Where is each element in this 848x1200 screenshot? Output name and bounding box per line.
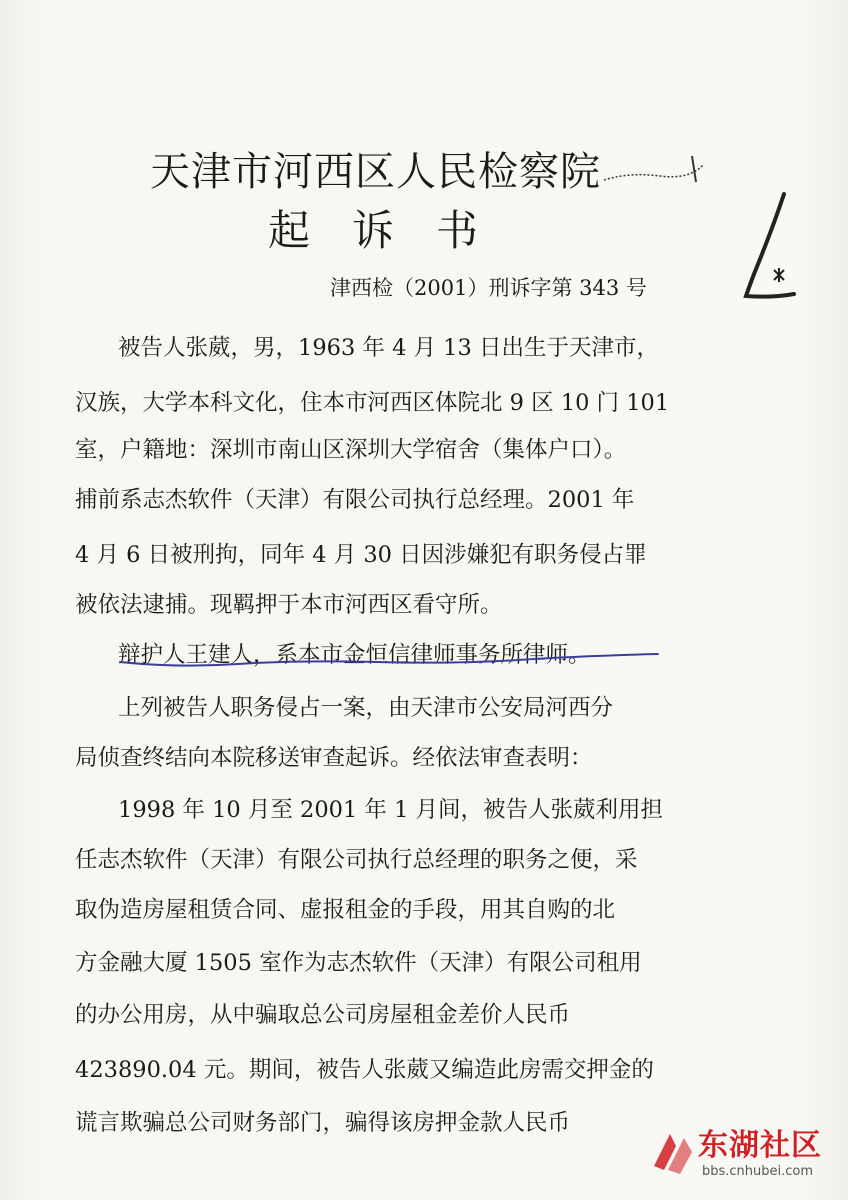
pen-scribble-mark — [600, 150, 710, 194]
body-line: 任志杰软件（天津）有限公司执行总经理的职务之便，采 — [75, 847, 638, 873]
body-line: 方金融大厦 1505 室作为志杰软件（天津）有限公司租用 — [75, 950, 642, 976]
document-title-char: 诉 — [352, 206, 395, 255]
procuratorate-title: 天津市河西区人民检察院 — [150, 149, 601, 195]
document-number: 津西检（2001）刑诉字第 343 号 — [330, 276, 647, 300]
document-title-char: 书 — [436, 206, 479, 255]
defender-line: 辩护人王建人，系本市金恒信律师事务所律师。 — [118, 642, 591, 668]
body-line: 捕前系志杰软件（天津）有限公司执行总经理。2001 年 — [75, 487, 635, 513]
watermark-brand: 东湖社区 — [698, 1128, 822, 1163]
document-title — [268, 198, 520, 258]
body-line: 室，户籍地：深圳市南山区深圳大学宿舍（集体户口）。 — [75, 437, 627, 463]
body-line: 的办公用房，从中骗取总公司房屋租金差价人民币 — [75, 1002, 571, 1028]
body-line: 4 月 6 日被刑拘，同年 4 月 30 日因涉嫌犯有职务侵占罪 — [75, 542, 647, 568]
document-title-char: 起 — [268, 206, 311, 255]
watermark-url: bbs.cnhubei.com — [702, 1164, 814, 1179]
body-line: 局侦查终结向本院移送审查起诉。经依法审查表明： — [75, 745, 593, 771]
body-line: 423890.04 元。期间，被告人张葳又编造此房需交押金的 — [75, 1057, 654, 1083]
body-line: 取伪造房屋租赁合同、虚报租金的手段，用其自购的北 — [75, 897, 616, 923]
body-line: 上列被告人职务侵占一案，由天津市公安局河西分 — [118, 695, 614, 721]
handwritten-check-mark — [732, 190, 802, 314]
body-line: 汉族，大学本科文化，住本市河西区体院北 9 区 10 门 101 — [75, 390, 670, 416]
site-watermark — [650, 1120, 840, 1190]
watermark-logo-icon — [650, 1126, 696, 1180]
pen-underline — [118, 648, 663, 676]
body-line: 被告人张葳，男，1963 年 4 月 13 日出生于天津市， — [118, 335, 659, 361]
body-line: 被依法逮捕。现羁押于本市河西区看守所。 — [75, 592, 503, 618]
body-line: 谎言欺骗总公司财务部门，骗得该房押金款人民币 — [75, 1110, 571, 1136]
body-line: 1998 年 10 月至 2001 年 1 月间，被告人张葳利用担 — [118, 797, 664, 823]
